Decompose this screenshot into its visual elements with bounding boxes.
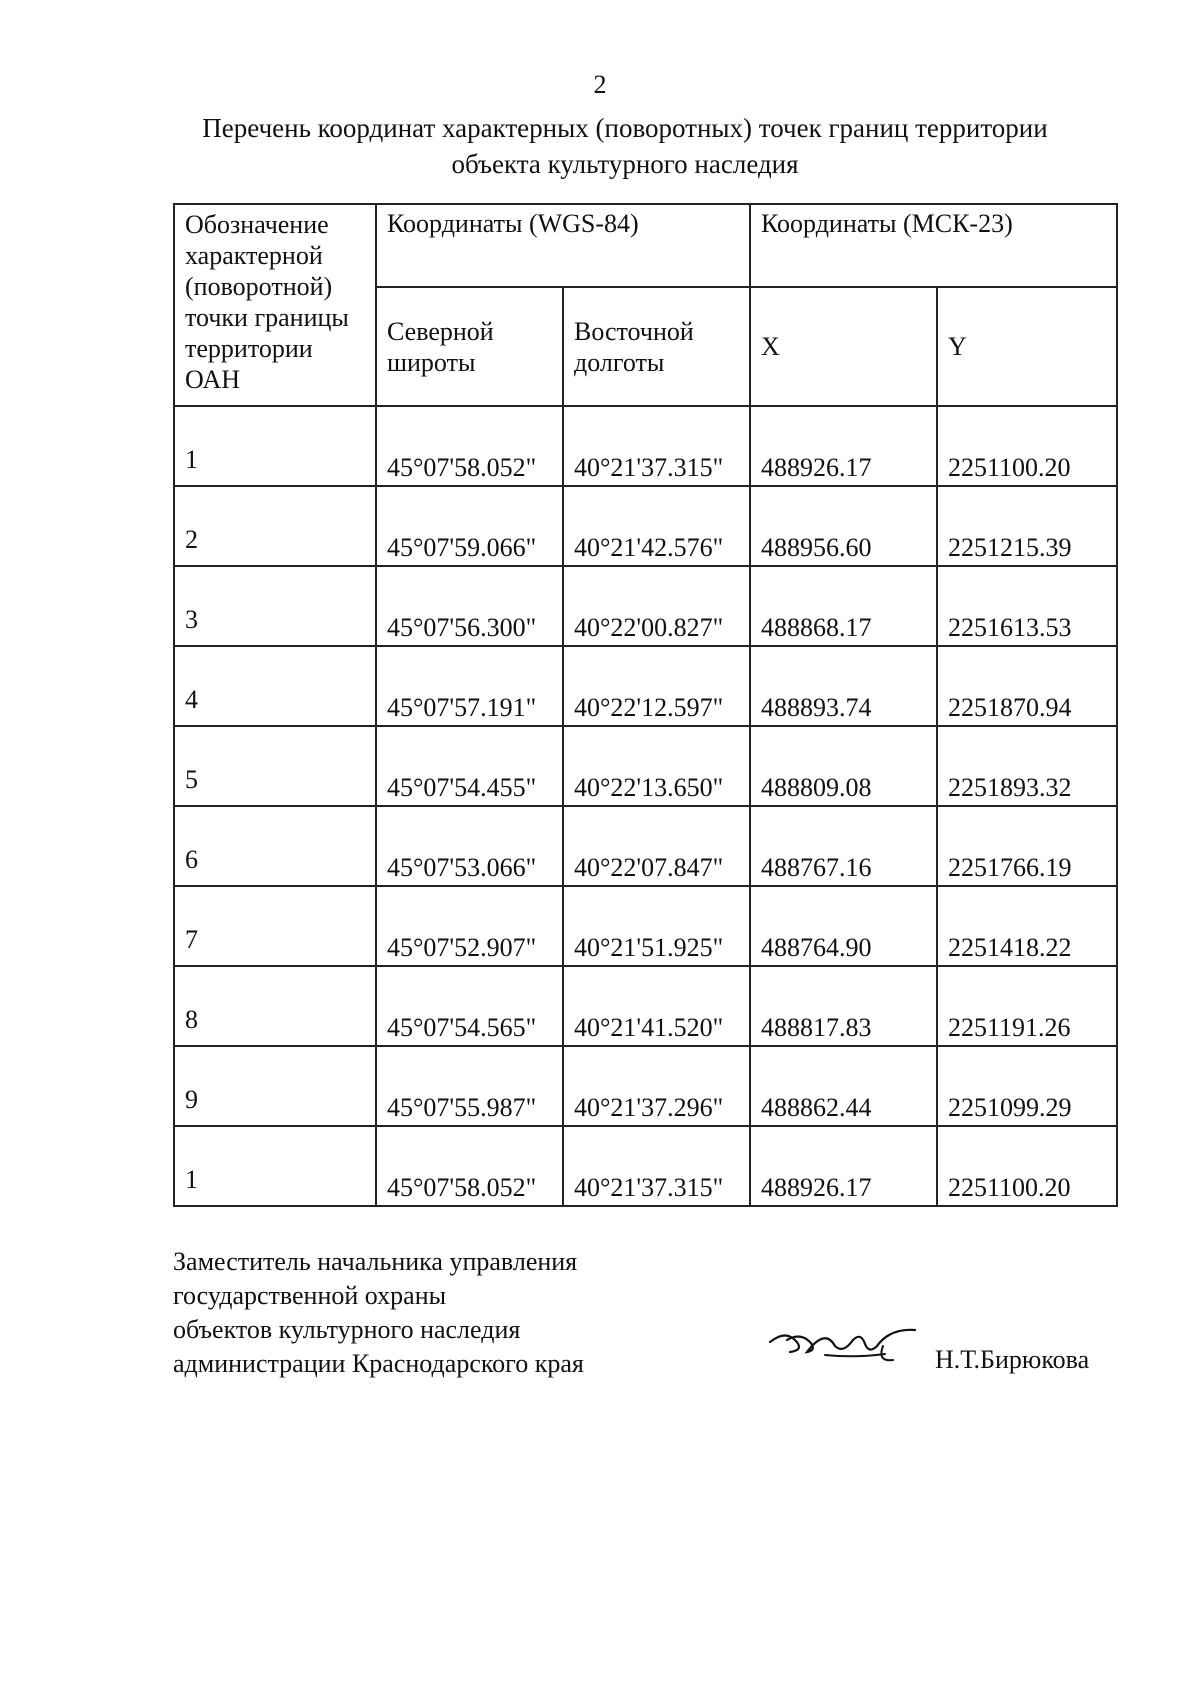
footer-line: Заместитель начальника управления (173, 1247, 578, 1276)
point-number-cell: 8 (174, 966, 376, 1046)
longitude-cell: 40°21'37.315" (563, 1126, 750, 1206)
latitude-cell: 45°07'59.066" (376, 486, 563, 566)
x-cell: 488809.08 (750, 726, 937, 806)
x-cell: 488764.90 (750, 886, 937, 966)
point-number-cell: 5 (174, 726, 376, 806)
table-row (174, 646, 1117, 726)
signer-name: Н.Т.Бирюкова (935, 1345, 1090, 1374)
x-cell: 488926.17 (750, 1126, 937, 1206)
latitude-cell: 45°07'53.066" (376, 806, 563, 886)
latitude-cell: 45°07'54.565" (376, 966, 563, 1046)
table-row (174, 566, 1117, 646)
header-point-designation: Обозначение характерной (поворотной) точки границы территории ОАН (174, 204, 376, 406)
longitude-cell: 40°21'37.315" (563, 406, 750, 486)
latitude-cell: 45°07'55.987" (376, 1046, 563, 1126)
table-row (174, 486, 1117, 566)
longitude-cell: 40°21'41.520" (563, 966, 750, 1046)
point-number-cell: 6 (174, 806, 376, 886)
x-cell: 488868.17 (750, 566, 937, 646)
table-body (174, 406, 1117, 1206)
table-row (174, 806, 1117, 886)
longitude-cell: 40°21'42.576" (563, 486, 750, 566)
page-number: 2 (593, 70, 607, 99)
x-cell: 488862.44 (750, 1046, 937, 1126)
longitude-cell: 40°22'00.827" (563, 566, 750, 646)
y-cell: 2251100.20 (937, 406, 1117, 486)
document-title (170, 110, 1080, 182)
header-north-latitude: Северной широты (376, 287, 563, 406)
longitude-cell: 40°22'07.847" (563, 806, 750, 886)
longitude-cell: 40°22'12.597" (563, 646, 750, 726)
table-row (174, 406, 1117, 486)
title-line-2: объекта культурного наследия (451, 149, 799, 179)
y-cell: 2251766.19 (937, 806, 1117, 886)
footer-line: государственной охраны (173, 1281, 447, 1310)
point-number-cell: 7 (174, 886, 376, 966)
footer-line: администрации Краснодарского края (173, 1349, 584, 1378)
latitude-cell: 45°07'56.300" (376, 566, 563, 646)
header-y: Y (937, 287, 1117, 406)
point-number-cell: 1 (174, 406, 376, 486)
table-row (174, 886, 1117, 966)
table-row (174, 966, 1117, 1046)
header-wgs84: Координаты (WGS-84) (376, 204, 750, 287)
point-number-cell: 3 (174, 566, 376, 646)
x-cell: 488893.74 (750, 646, 937, 726)
latitude-cell: 45°07'54.455" (376, 726, 563, 806)
x-cell: 488767.16 (750, 806, 937, 886)
coordinates-table (173, 203, 1118, 1207)
title-line-1: Перечень координат характерных (поворотных) точек границ территории (202, 113, 1048, 143)
longitude-cell: 40°21'37.296" (563, 1046, 750, 1126)
header-msk23: Координаты (МСК-23) (750, 204, 1117, 287)
point-number-cell: 9 (174, 1046, 376, 1126)
header-row-1 (174, 204, 1117, 287)
y-cell: 2251870.94 (937, 646, 1117, 726)
point-number-cell: 4 (174, 646, 376, 726)
y-cell: 2251191.26 (937, 966, 1117, 1046)
y-cell: 2251613.53 (937, 566, 1117, 646)
y-cell: 2251418.22 (937, 886, 1117, 966)
signature-icon (765, 1310, 925, 1375)
footer-line: объектов культурного наследия (173, 1315, 521, 1344)
x-cell: 488926.17 (750, 406, 937, 486)
x-cell: 488956.60 (750, 486, 937, 566)
latitude-cell: 45°07'58.052" (376, 1126, 563, 1206)
y-cell: 2251215.39 (937, 486, 1117, 566)
table-row (174, 1126, 1117, 1206)
y-cell: 2251893.32 (937, 726, 1117, 806)
latitude-cell: 45°07'57.191" (376, 646, 563, 726)
longitude-cell: 40°22'13.650" (563, 726, 750, 806)
footer-position (173, 1245, 584, 1381)
point-number-cell: 1 (174, 1126, 376, 1206)
table-row (174, 726, 1117, 806)
header-x: X (750, 287, 937, 406)
longitude-cell: 40°21'51.925" (563, 886, 750, 966)
table-row (174, 1046, 1117, 1126)
header-east-longitude: Восточной долготы (563, 287, 750, 406)
y-cell: 2251099.29 (937, 1046, 1117, 1126)
x-cell: 488817.83 (750, 966, 937, 1046)
latitude-cell: 45°07'52.907" (376, 886, 563, 966)
y-cell: 2251100.20 (937, 1126, 1117, 1206)
point-number-cell: 2 (174, 486, 376, 566)
latitude-cell: 45°07'58.052" (376, 406, 563, 486)
